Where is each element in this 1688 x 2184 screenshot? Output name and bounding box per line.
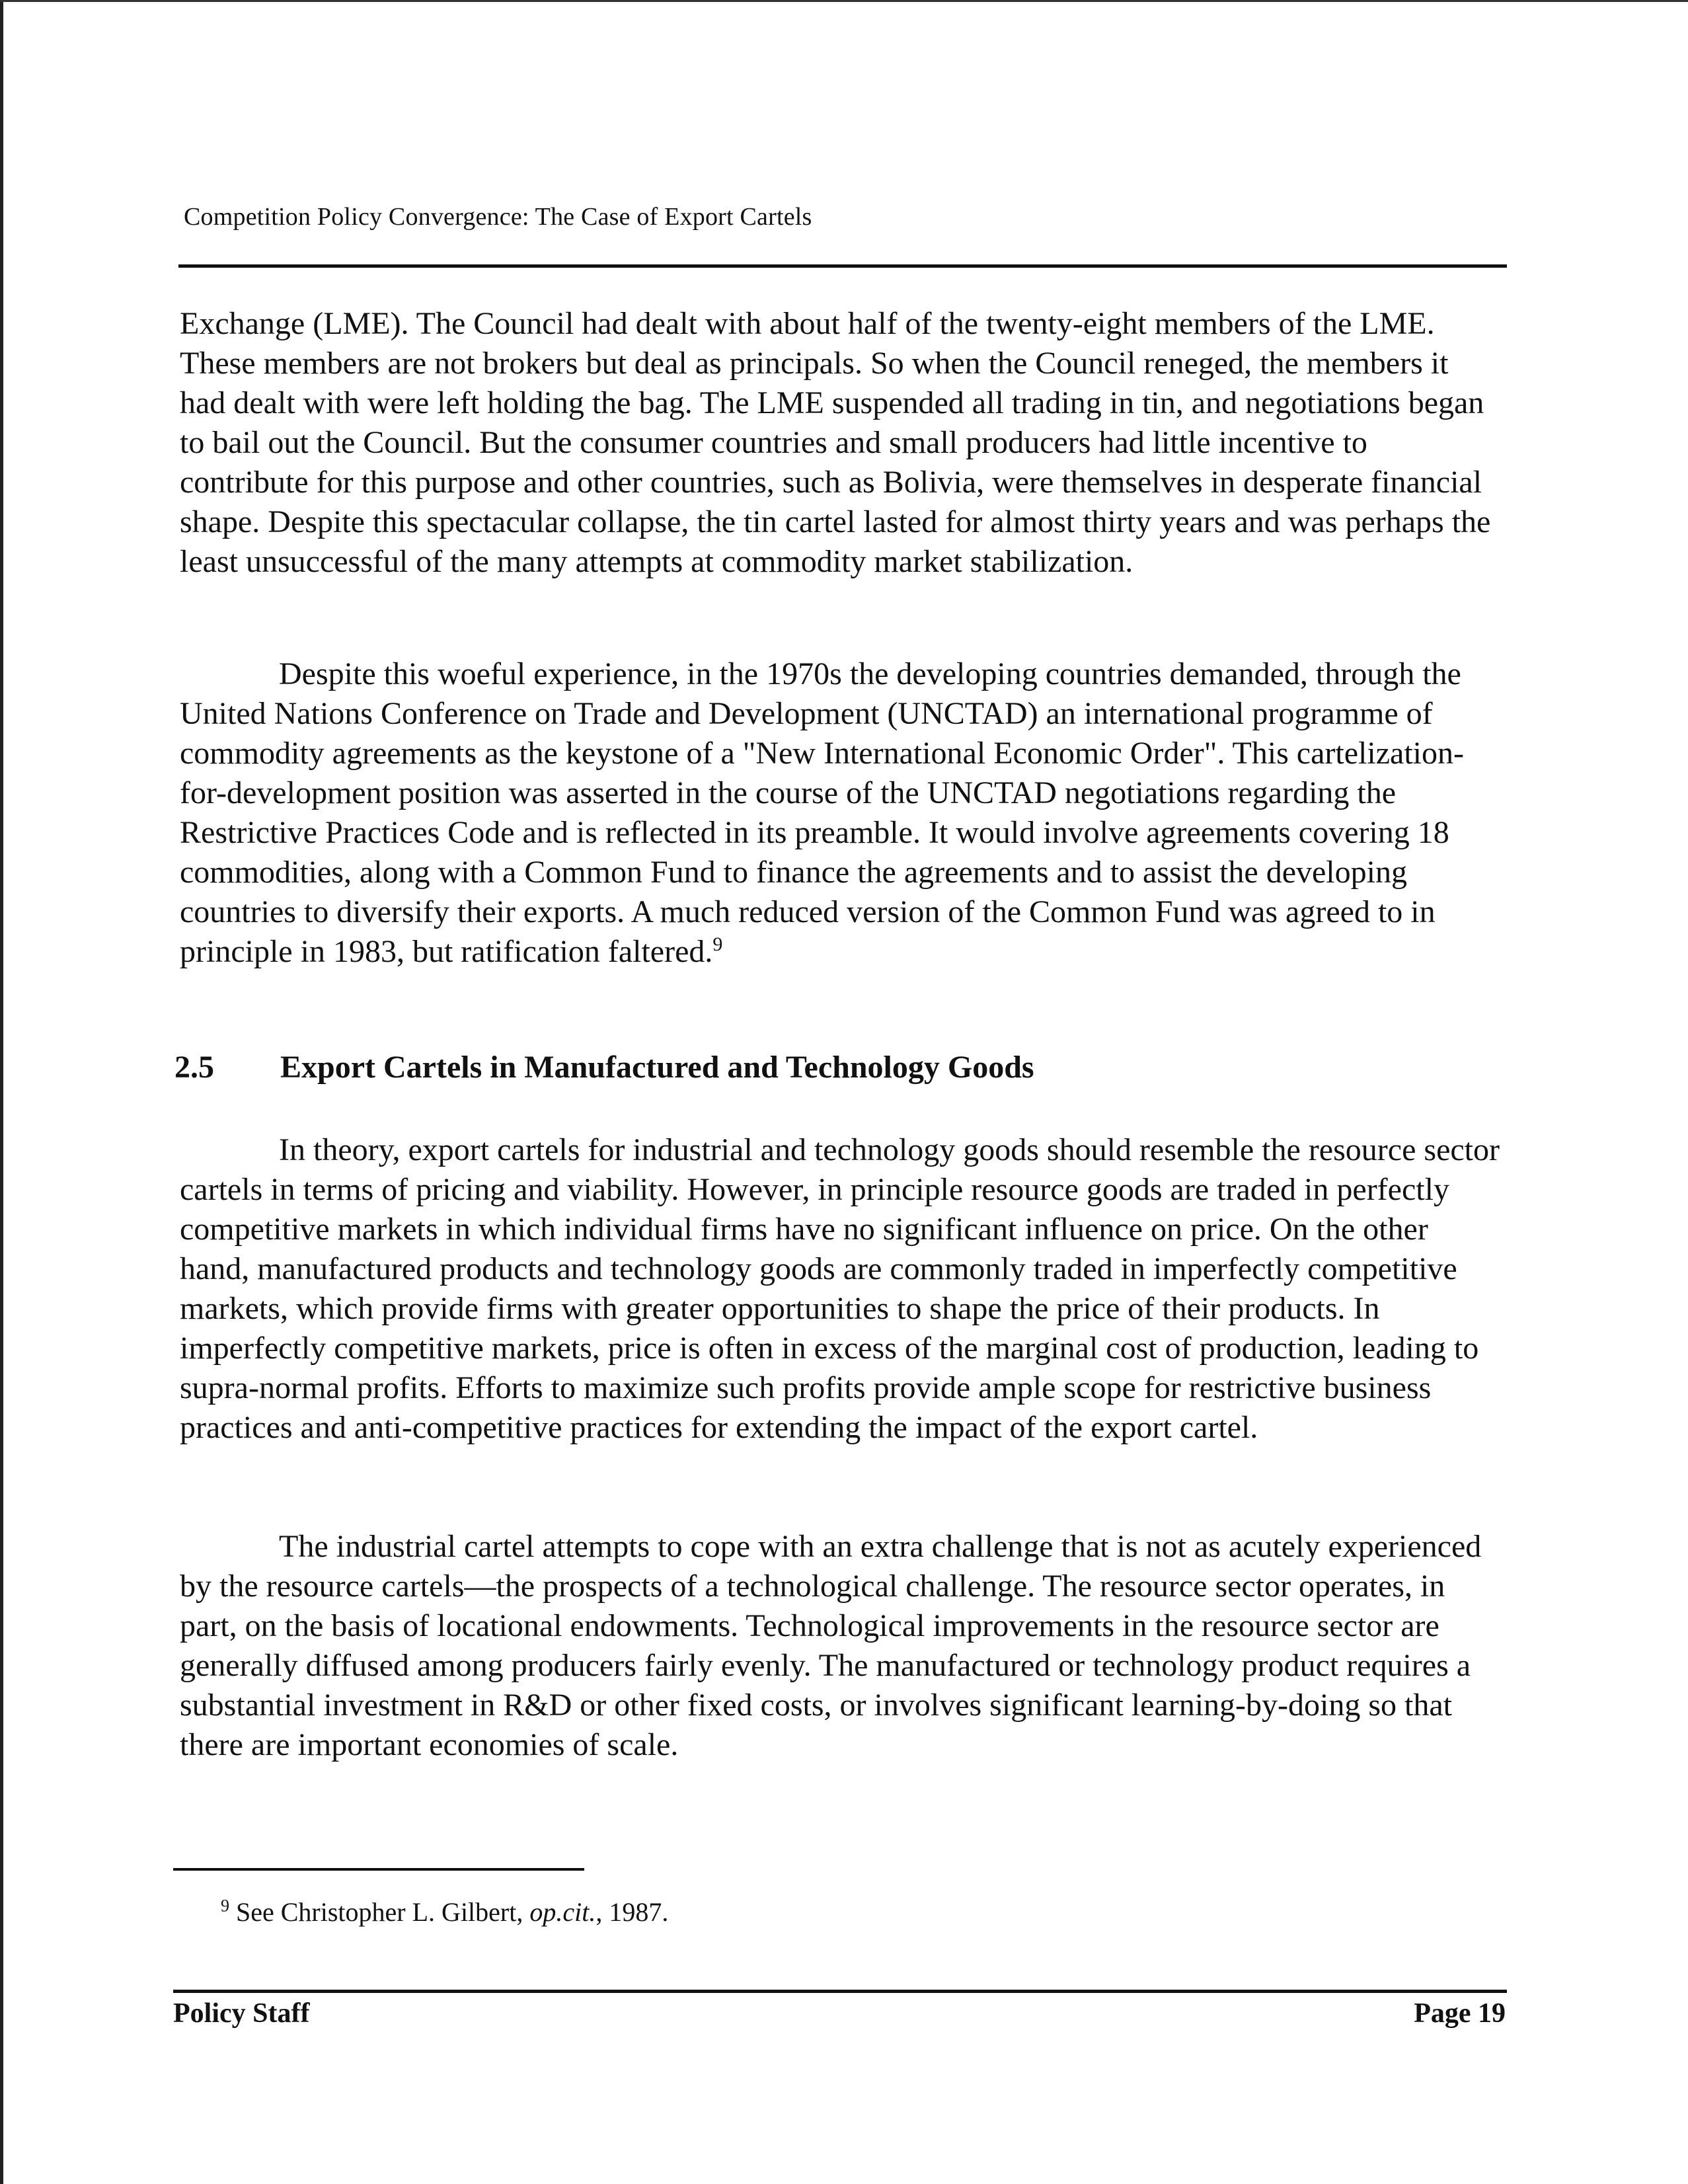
section-heading <box>174 1048 1034 1087</box>
footnote-ref: 9 <box>712 933 723 955</box>
footer-organization: Policy Staff <box>173 1998 310 2029</box>
paragraph-1: Exchange (LME). The Council had dealt with about half of the twenty-eight members of the LME. These members are not brokers but deal as principals. So when the Council reneged, the members it had dealt with were left holding the bag. The LME suspended all trading in tin, and negotiations began to bail out the Council. But the consumer countries and small producers had little incentive to contribute for this purpose and other countries, such as Bolivia, were themselves in desperate financial shape. Despite this spectacular collapse, the tin cartel lasted for almost thirty years and was perhaps the least unsuccessful of the many attempts at commodity market stabilization. <box>180 306 1491 579</box>
footnote-text-after: , 1987. <box>595 1897 669 1927</box>
running-header: Competition Policy Convergence: The Case of Export Cartels <box>184 203 812 231</box>
page-number: Page 19 <box>1414 1998 1506 2029</box>
paragraph-4: The industrial cartel attempts to cope with an extra challenge that is not as acutely experienced by the resource cartels—the prospects of a technological challenge. The resource sector operates, in part, on the basis of locational endowments. Technological improvements in the resource sector are generally diffused among producers fairly evenly. The manufactured or technology product requires a substantial investment in R&D or other fixed costs, or involves significant learning-by-doing so that there are important economies of scale. <box>180 1529 1482 1762</box>
footer-rule <box>173 1990 1507 1993</box>
header-rule <box>178 264 1507 268</box>
footnote-marker: 9 <box>221 1896 229 1916</box>
scan-edge-left <box>0 0 3 2184</box>
paragraph-3: In theory, export cartels for industrial and technology goods should resemble the resource sector cartels in terms of pricing and viability. However, in principle resource goods are traded in perfectly competitive markets in which individual firms have no significant influence on price. On the other hand, manufactured products and technology goods are commonly traded in imperfectly competitive markets, which provide firms with greater opportunities to shape the price of their products. In imperfectly competitive markets, price is often in excess of the marginal cost of production, leading to supra-normal profits. Efforts to maximize such profits provide ample scope for restrictive business practices and anti-competitive practices for extending the impact of the export cartel. <box>180 1132 1500 1445</box>
section-title: Export Cartels in Manufactured and Technology Goods <box>280 1050 1034 1085</box>
section-number: 2.5 <box>174 1050 214 1085</box>
paragraph-2-text: Despite this woeful experience, in the 1970s the developing countries demanded, through the United Nations Conference on Trade and Development (UNCTAD) an international programme of commodity agreements as the keystone of a "New International Economic Order". This cartelization-for-development position was asserted in the course of the UNCTAD negotiations regarding the Restrictive Practices Code and is reflected in its preamble. It would involve agreements covering 18 commodities, along with a Common Fund to finance the agreements and to assist the developing countries to diversify their exports. A much reduced version of the Common Fund was agreed to in principle in 1983, but ratification faltered. <box>180 656 1464 969</box>
scan-edge-top <box>0 0 1688 2</box>
footnote-rule <box>173 1868 584 1871</box>
footnote-text-before: See Christopher L. Gilbert, <box>236 1897 530 1927</box>
footnote-italic: op.cit. <box>529 1897 596 1927</box>
footnote <box>221 1896 668 1929</box>
paragraph-2 <box>180 654 1502 972</box>
